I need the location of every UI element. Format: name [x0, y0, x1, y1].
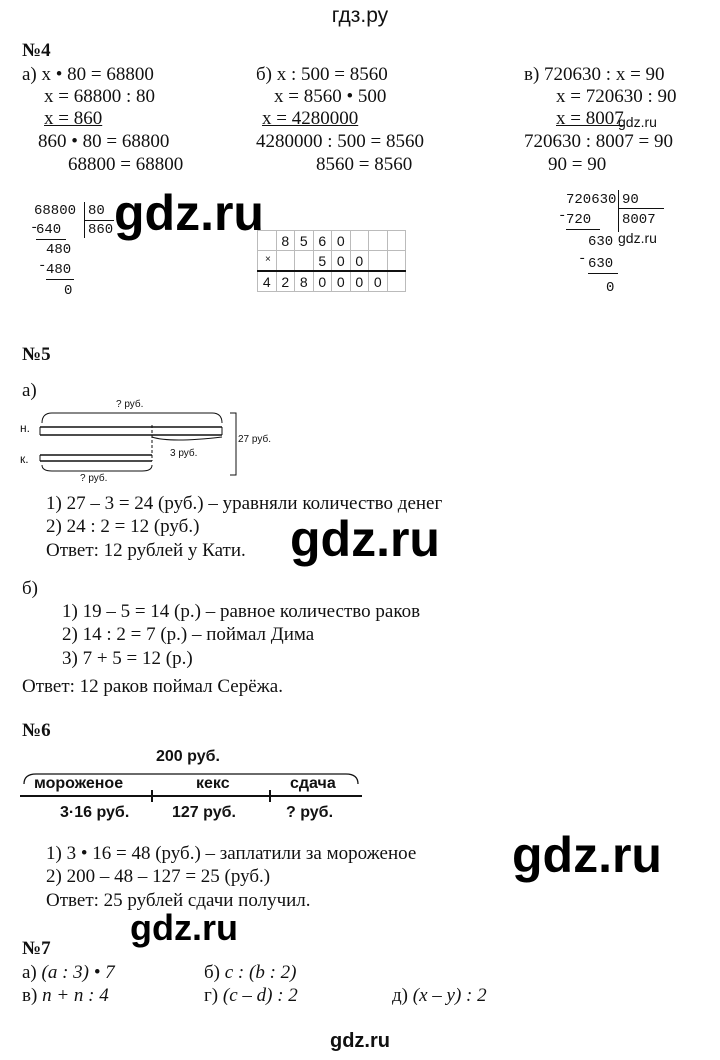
multiplication-grid-b: [257, 230, 406, 292]
grid-cell: [369, 251, 388, 272]
div-a-dividend: 68800: [34, 203, 77, 219]
grid-cell: 0: [350, 251, 369, 272]
task4-c-line2: x = 720630 : 90: [556, 86, 677, 107]
task4-b-line2: x = 8560 • 500: [274, 86, 387, 107]
task4-b-line3: x = 4280000: [262, 108, 359, 129]
grid-cell: 0: [332, 231, 351, 251]
task5-b-line1: 1) 19 – 5 = 14 (р.) – равное количество раков: [62, 601, 421, 622]
watermark-small: gdz.ru: [618, 114, 657, 130]
task7-item-v: в) n + n : 4: [22, 985, 109, 1006]
task6-line2: 2) 200 – 48 – 127 = 25 (руб.): [46, 866, 271, 887]
div-a-rem2: 0: [64, 283, 73, 299]
task4-b-line5: 8560 = 8560: [316, 154, 413, 175]
diagram6-val1: 3·16 руб.: [60, 804, 130, 821]
task7-item-a: а) (a : 3) • 7: [22, 962, 115, 983]
diagram5-bottom-label: ? руб.: [80, 473, 108, 484]
footer-watermark: gdz.ru: [330, 1030, 390, 1052]
grid-cell: [350, 231, 369, 251]
watermark-small-2: gdz.ru: [618, 230, 657, 246]
diagram5-row2: к.: [20, 452, 29, 466]
div-a-sub1: 640: [36, 222, 62, 238]
task5-b-answer: Ответ: 12 раков поймал Серёжа.: [22, 676, 283, 697]
diagram5-total: 27 руб.: [238, 434, 271, 445]
task7-item-b: б) c : (b : 2): [204, 962, 297, 983]
grid-cell: 8: [295, 271, 314, 292]
div-c-rem2: 0: [606, 280, 615, 296]
task5-a-line1: 1) 27 – 3 = 24 (руб.) – уравняли количество денег: [46, 493, 443, 514]
div-a-rem1: 480: [46, 242, 72, 258]
grid-cell: [387, 271, 406, 292]
diagram6-seg1: мороженое: [34, 775, 124, 792]
task4-a-line2: x = 68800 : 80: [44, 86, 155, 107]
watermark-big-1: gdz.ru: [114, 185, 264, 241]
div-a-sub2: 480: [46, 262, 72, 278]
diagram6-val2: 127 руб.: [172, 804, 236, 821]
task6-line3: Ответ: 25 рублей сдачи получил.: [46, 890, 311, 911]
div-c-dividend: 720630: [566, 192, 617, 208]
task5-a-line3: Ответ: 12 рублей у Кати.: [46, 540, 246, 561]
grid-cell: 0: [332, 251, 351, 272]
segment-diagram-5: [0, 395, 300, 485]
task4-c-line3: x = 8007: [556, 108, 624, 129]
task4-b-line1: б) x : 500 = 8560: [256, 64, 388, 85]
task4-c-line1: в) 720630 : x = 90: [524, 64, 665, 85]
diagram5-top-label: ? руб.: [116, 399, 144, 410]
task5-b-label: б): [22, 578, 38, 599]
grid-cell: 0: [332, 271, 351, 292]
grid-cell: [387, 251, 406, 272]
task5-title: №5: [22, 344, 51, 365]
task7-item-d: д) (x – y) : 2: [392, 985, 487, 1006]
grid-cell: 2: [276, 271, 295, 292]
diagram6-seg2: кекс: [196, 775, 230, 792]
diagram6-seg3: сдача: [290, 775, 336, 792]
task6-line1: 1) 3 • 16 = 48 (руб.) – заплатили за мороженое: [46, 843, 417, 864]
task7-title: №7: [22, 938, 51, 959]
grid-cell: [387, 231, 406, 251]
task5-b-line3: 3) 7 + 5 = 12 (р.): [62, 648, 193, 669]
grid-cell: 0: [313, 271, 332, 292]
task4-title: №4: [22, 40, 51, 61]
grid-cell: 8: [276, 231, 295, 251]
task4-a-line3: x = 860: [44, 108, 103, 129]
grid-cell: 0: [350, 271, 369, 292]
diagram5-row1: н.: [20, 421, 30, 435]
div-c-rem1: 630: [588, 234, 614, 250]
watermark-big-3: gdz.ru: [512, 827, 662, 883]
div-c-sub2: 630: [588, 256, 614, 272]
div-c-divisor: 90: [622, 192, 639, 208]
task4-b-line4: 4280000 : 500 = 8560: [256, 131, 424, 152]
div-c-quotient: 8007: [622, 212, 656, 228]
site-header: гдз.ру: [331, 4, 389, 27]
div-a-divisor: 80: [88, 203, 105, 219]
watermark-med: gdz.ru: [130, 907, 238, 948]
task4-a-line4: 860 • 80 = 68800: [38, 131, 170, 152]
grid-cell: 5: [313, 251, 332, 272]
task5-b-line2: 2) 14 : 2 = 7 (р.) – поймал Дима: [62, 624, 315, 645]
mult-sign: ×: [265, 254, 271, 265]
grid-cell: [276, 251, 295, 272]
task6-title: №6: [22, 720, 51, 741]
task5-a-line2: 2) 24 : 2 = 12 (руб.): [46, 516, 200, 537]
grid-cell: 0: [369, 271, 388, 292]
grid-cell: 5: [295, 231, 314, 251]
grid-cell: 4: [258, 271, 277, 292]
grid-cell: [295, 251, 314, 272]
grid-cell: [369, 231, 388, 251]
div-c-sub1: 720: [566, 212, 592, 228]
diagram6-total: 200 руб.: [156, 748, 220, 765]
task7-item-g: г) (c – d) : 2: [204, 985, 298, 1006]
grid-cell: [258, 231, 277, 251]
task5-a-label: а): [22, 380, 37, 401]
task4-a-line5: 68800 = 68800: [68, 154, 184, 175]
diagram6-val3: ? руб.: [286, 804, 334, 821]
div-a-quotient: 860: [88, 222, 114, 238]
grid-cell: 6: [313, 231, 332, 251]
watermark-big-2: gdz.ru: [290, 511, 440, 567]
task4-c-line5: 90 = 90: [548, 154, 607, 175]
task4-a-line1: а) x • 80 = 68800: [22, 64, 154, 85]
task4-c-line4: 720630 : 8007 = 90: [524, 131, 673, 152]
diagram5-diff: 3 руб.: [170, 448, 198, 459]
